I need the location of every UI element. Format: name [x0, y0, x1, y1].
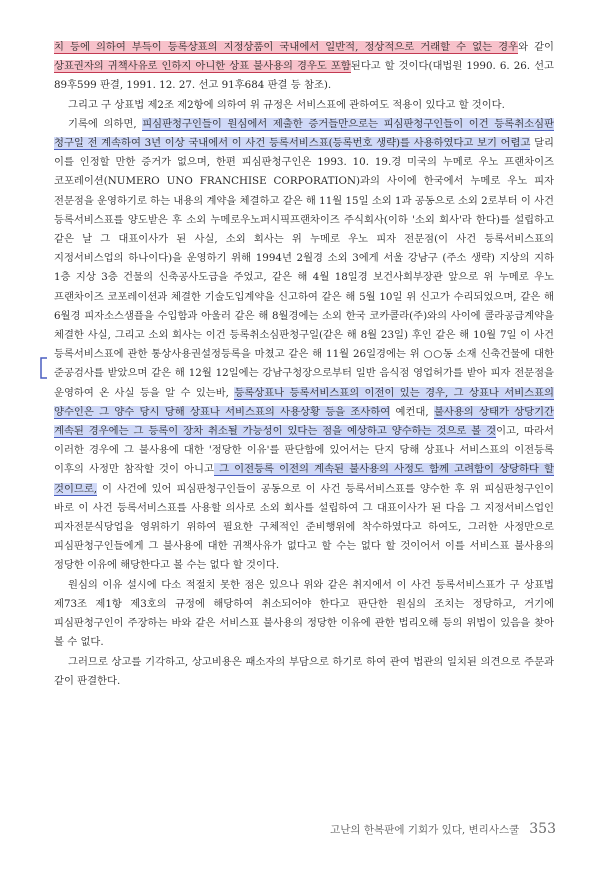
text-segment: 된다고 할 것이다(대법원 1990. 6. 26. 선고 89후599 판결, 1991. 12. 27. 선고 91후684 판결 등 참조). [54, 60, 554, 92]
paragraph-3 [54, 115, 554, 576]
highlighted-text-red: 치 등에 의하여 부득이 등록상표의 지정상품이 국내에서 일반적, 정상적으로 거래할 수 없는 경우 [54, 41, 519, 53]
highlighted-text-blue: 등록상표나 등록서비스표의 이전이 있는 경우, 그 상표나 서비스표의 양수인은 그 양수 당시 당해 상표나 서비스표의 사용상황 등을 조사하여 [54, 386, 554, 418]
text-segment: 이고, 따라서 이러한 경우에 그 불사용에 대한 '정당한 이유'를 판단함에 있어서는 단지 당해 상표나 서비스표의 이전등록 이후의 사정만 참작할 것이 아니고 [54, 425, 554, 476]
text-segment: 그러므로 상고를 기각하고, 상고비용은 패소자의 부담으로 하기로 하여 관여 법관의 일치된 의견으로 주문과 같이 판결한다. [54, 655, 554, 687]
highlighted-text-red: 상표권자의 귀책사유로 인하지 아니한 상표 불사용의 경우도 포함 [54, 60, 351, 73]
text-segment: 원심의 이유 설시에 다소 적절치 못한 점은 있으나 위와 같은 취지에서 이 사건 등록서비스표가 구 상표법 제73조 제1항 제3호의 규정에 해당하여 취소되어야 한다고 판단한 원심의 조치는 정당하고, 거기에 피심판청구인이 주장하는 바와 같은 서비스표 불사용의 정당한 이유에 관한 법리오해 등의 위법이 있음을 찾아 볼 수 없다. [54, 578, 554, 649]
text-segment: 이 사건에 있어 피심판청구인들이 공동으로 이 사건 등록서비스표를 양수한 후 위 피심판청구인이 바로 이 사건 등록서비스표를 사용할 의사로 소외 회사를 설립하여 그 대표이사가 된 다음 그 지정서비스업인 피자전문식당업을 영위하기 위하여 필요한 구체적인 준비행위에 착수하였다고 하여도, 그러한 사정만으로 피심판청구인들에게 그 불사용에 대한 귀책사유가 없다고 할 수는 없다 할 것이어서 이를 서비스표 불사용의 정당한 이유에 해당한다고 볼 수는 없다 할 것이다. [54, 482, 554, 572]
paragraph-5 [54, 653, 554, 691]
text-segment: 와 같이 [518, 41, 554, 53]
text-segment: 예컨대, [390, 405, 434, 418]
page-number: 353 [529, 821, 556, 837]
page-footer [330, 821, 556, 837]
text-segment: 달리 이를 인정할 만한 증거가 없으며, 한편 피심판청구인은 1993. 10. 19.경 미국의 누메로 우노 프랜차이즈 코포레이션(NUMERO UNO FRANCHISE CORPORATION)과의 사이에 한국에서 누메로 우노 피자 전문점을 운영하기로 하는 내용의 계약을 체결하고 같은 해 11월 15일 소외 1과 공동으로 소외 2로부터 이 사건 등록서비스표를 양도받은 후 소외 누메로우노퍼시픽프랜차이즈 주식회사(이하 '소외 회사'라 한다)를 설립하고 같은 날 그 대표이사가 된 사실, 소외 회사는 위 누메로 우노 피자 전문점(이 사건 등록서비스표의 지정서비스업의 하나이다)을 운영하기 위해 1994년 2월경 소외 3에게 서울 강남구 (주소 생략) 지상의 지하 1층 지상 3층 건물의 신축공사도급을 주었고, 같은 해 4월 18일경 보건사회부장관 앞으로 위 누메로 우노 프랜차이즈 코포레이션과 체결한 기술도입계약을 신고하여 같은 해 5월 10일 위 신고가 수리되었으며, 같은 해 6월경 피자소스샘플을 수입함과 아울러 같은 해 8월경에는 소외 한국 코카콜라(주)와의 사이에 콜라공급계약을 체결한 사실, 그리고 소외 회사는 이건 등록취소심판청구일(같은 해 8월 23일) 후인 같은 해 10월 7일 이 사건 등록서비스표에 관한 통상사용권설정등록을 마쳤고 같은 해 11월 26일경에는 위 ○○동 소재 신축건물에 대한 준공검사를 받았으며 같은 해 12월 12일에는 강남구청장으로부터 일반 음식점 영업허가를 받아 피자 전문점을 운영하여 온 사실 등을 알 수 있는바, [54, 137, 554, 399]
paragraph-1 [54, 38, 554, 96]
highlighted-text-blue: 불사용의 상태가 상당기간 계속된 경우에는 그 등록이 장차 취소될 가능성이 있다는 점을 예상하고 양수하는 것으로 볼 것 [54, 405, 554, 438]
highlighted-text-blue: 그 이전등록 이전의 계속된 불사용의 사정도 함께 고려함이 상당하다 할 것이므로, [54, 463, 554, 495]
text-segment: 그리고 구 상표법 제2조 제2항에 의하여 위 규정은 서비스표에 관하여도 적용이 있다고 할 것이다. [68, 98, 505, 111]
paragraph-4 [54, 576, 554, 653]
paragraph-2 [54, 96, 554, 115]
running-title: 고난의 한복판에 기회가 있다, 변리사스쿨 [330, 824, 520, 836]
body-text [54, 38, 554, 691]
text-segment: 기록에 의하면, [68, 117, 143, 130]
margin-bracket-mark [38, 357, 48, 379]
highlighted-text-blue: 피심판청구인들이 원심에서 제출한 증거들만으로는 피심판청구인들이 이건 등록취소심판 청구일 전 계속하여 3년 이상 국내에서 이 사건 등록서비스표(등록번호 생략)를 사용하였다고 보기 어렵고 [54, 117, 554, 150]
